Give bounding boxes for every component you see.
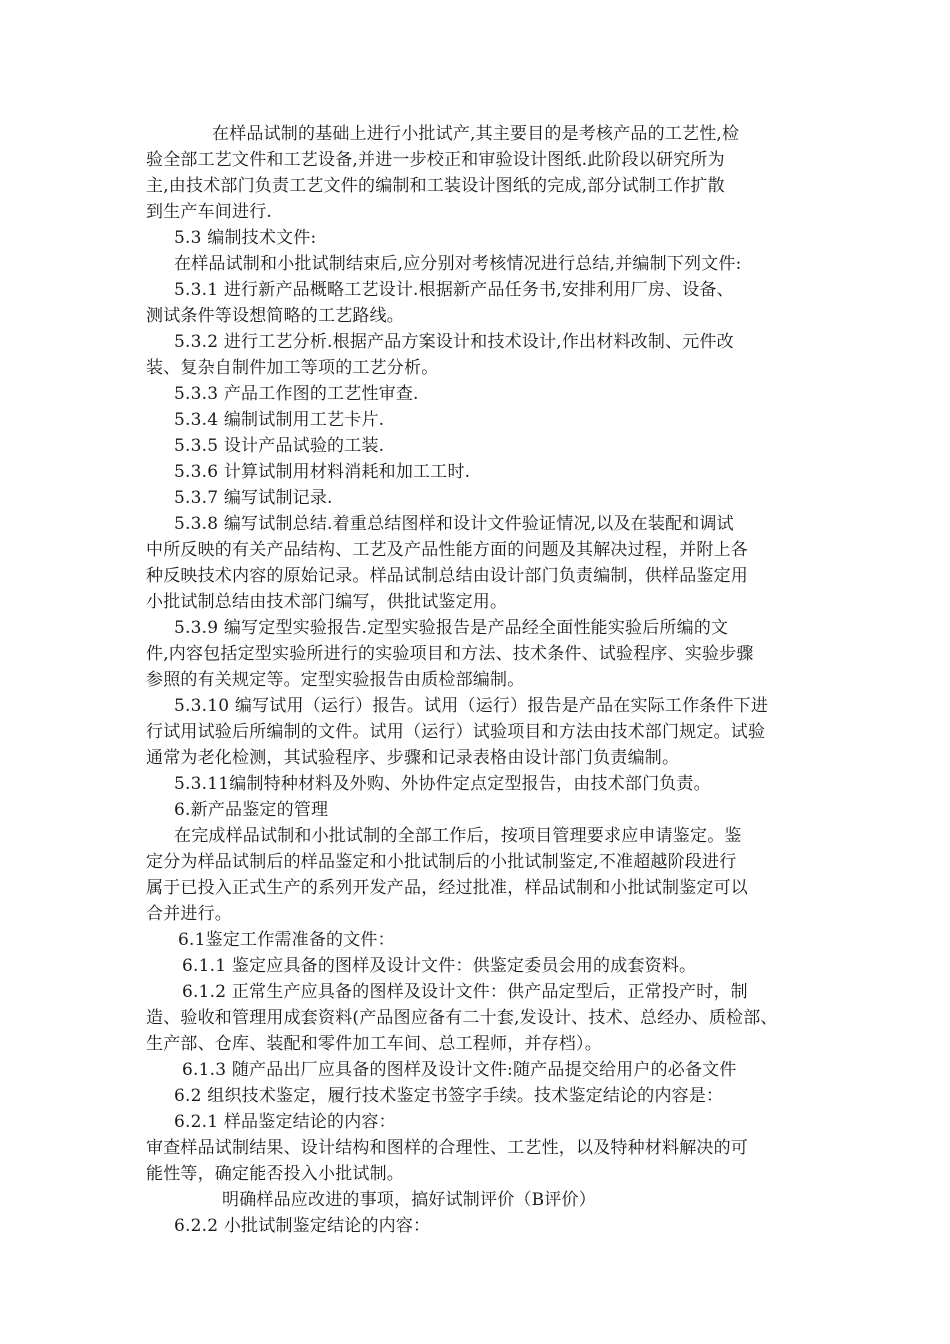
list-item: 5.3.10 编写试用（运行）报告。试用（运行）报告是产品在实际工作条件下进 — [174, 696, 769, 716]
paragraph-line: 生产部、仓库、装配和零件加工车间、总工程师，并存档）。 — [146, 1034, 602, 1054]
paragraph-line: 行试用试验后所编制的文件。试用（运行）试验项目和方法由技术部门规定。试验 — [146, 722, 766, 742]
list-item: 5.3.5 设计产品试验的工装. — [174, 436, 385, 456]
list-item: 6.1.3 随产品出厂应具备的图样及设计文件:随产品提交给用户的必备文件 — [182, 1060, 737, 1080]
paragraph-line: 合并进行。 — [146, 904, 232, 924]
paragraph-line: 审查样品试制结果、设计结构和图样的合理性、工艺性，以及特种材料解决的可 — [146, 1138, 748, 1158]
paragraph-line: 明确样品应改进的事项，搞好试制评价（B评价） — [222, 1190, 596, 1210]
list-item: 5.3.8 编写试制总结.着重总结图样和设计文件验证情况,以及在装配和调试 — [174, 514, 734, 534]
paragraph-line: 造、验收和管理用成套资料(产品图应备有二十套,发设计、技术、总经办、质检部、 — [146, 1008, 778, 1028]
paragraph-line: 到生产车间进行. — [146, 202, 273, 222]
list-item: 5.3.9 编写定型实验报告.定型实验报告是产品经全面性能实验后所编的文 — [174, 618, 729, 638]
paragraph-line: 小批试制总结由技术部门编写，供批试鉴定用。 — [146, 592, 508, 612]
list-item: 5.3.2 进行工艺分析.根据产品方案设计和技术设计,作出材料改制、元件改 — [174, 332, 734, 352]
list-item: 5.3.6 计算试制用材料消耗和加工工时. — [174, 462, 471, 482]
list-item: 5.3.1 进行新产品概略工艺设计.根据新产品任务书,安排利用厂房、设备、 — [174, 280, 734, 300]
paragraph-line: 中所反映的有关产品结构、工艺及产品性能方面的问题及其解决过程，并附上各 — [146, 540, 748, 560]
list-item: 6.2.2 小批试制鉴定结论的内容： — [174, 1216, 431, 1236]
paragraph-line: 通常为老化检测，其试验程序、步骤和记录表格由设计部门负责编制。 — [146, 748, 680, 768]
list-item: 5.3.4 编制试制用工艺卡片. — [174, 410, 385, 430]
paragraph-line: 在完成样品试制和小批试制的全部工作后，按项目管理要求应申请鉴定。鉴 — [174, 826, 742, 846]
section-heading: 5.3 编制技术文件: — [174, 228, 317, 248]
list-item: 5.3.3 产品工作图的工艺性审查. — [174, 384, 419, 404]
section-heading: 6.新产品鉴定的管理 — [174, 800, 329, 820]
paragraph-line: 装、复杂自制件加工等项的工艺分析。 — [146, 358, 439, 378]
paragraph-line: 测试条件等设想简略的工艺路线。 — [146, 306, 404, 326]
paragraph-line: 定分为样品试制后的样品鉴定和小批试制后的小批试制鉴定,不准超越阶段进行 — [146, 852, 737, 872]
list-item: 6.2.1 样品鉴定结论的内容： — [174, 1112, 396, 1132]
list-item: 5.3.11编制特种材料及外购、外协件定点定型报告，由技术部门负责。 — [174, 774, 711, 794]
section-heading: 6.1鉴定工作需准备的文件： — [178, 930, 395, 950]
paragraph-line: 件,内容包括定型实验所进行的实验项目和方法、技术条件、试验程序、实验步骤 — [146, 644, 754, 664]
list-item: 6.1.2 正常生产应具备的图样及设计文件：供产品定型后，正常投产时，制 — [182, 982, 748, 1002]
paragraph-line: 属于已投入正式生产的系列开发产品，经过批准，样品试制和小批试制鉴定可以 — [146, 878, 748, 898]
paragraph-line: 在样品试制的基础上进行小批试产,其主要目的是考核产品的工艺性,检 — [212, 124, 740, 144]
paragraph-line: 种反映技术内容的原始记录。样品试制总结由设计部门负责编制，供样品鉴定用 — [146, 566, 748, 586]
paragraph-line: 参照的有关规定等。定型实验报告由质检部编制。 — [146, 670, 525, 690]
list-item: 5.3.7 编写试制记录. — [174, 488, 333, 508]
paragraph-line: 在样品试制和小批试制结束后,应分别对考核情况进行总结,并编制下列文件: — [174, 254, 742, 274]
section-heading: 6.2 组织技术鉴定，履行技术鉴定书签字手续。技术鉴定结论的内容是： — [174, 1086, 724, 1106]
list-item: 6.1.1 鉴定应具备的图样及设计文件：供鉴定委员会用的成套资料。 — [182, 956, 697, 976]
paragraph-line: 能性等，确定能否投入小批试制。 — [146, 1164, 404, 1184]
paragraph-line: 主,由技术部门负责工艺文件的编制和工装设计图纸的完成,部分试制工作扩散 — [146, 176, 725, 196]
paragraph-line: 验全部工艺文件和工艺设备,并进一步校正和审验设计图纸.此阶段以研究所为 — [146, 150, 725, 170]
